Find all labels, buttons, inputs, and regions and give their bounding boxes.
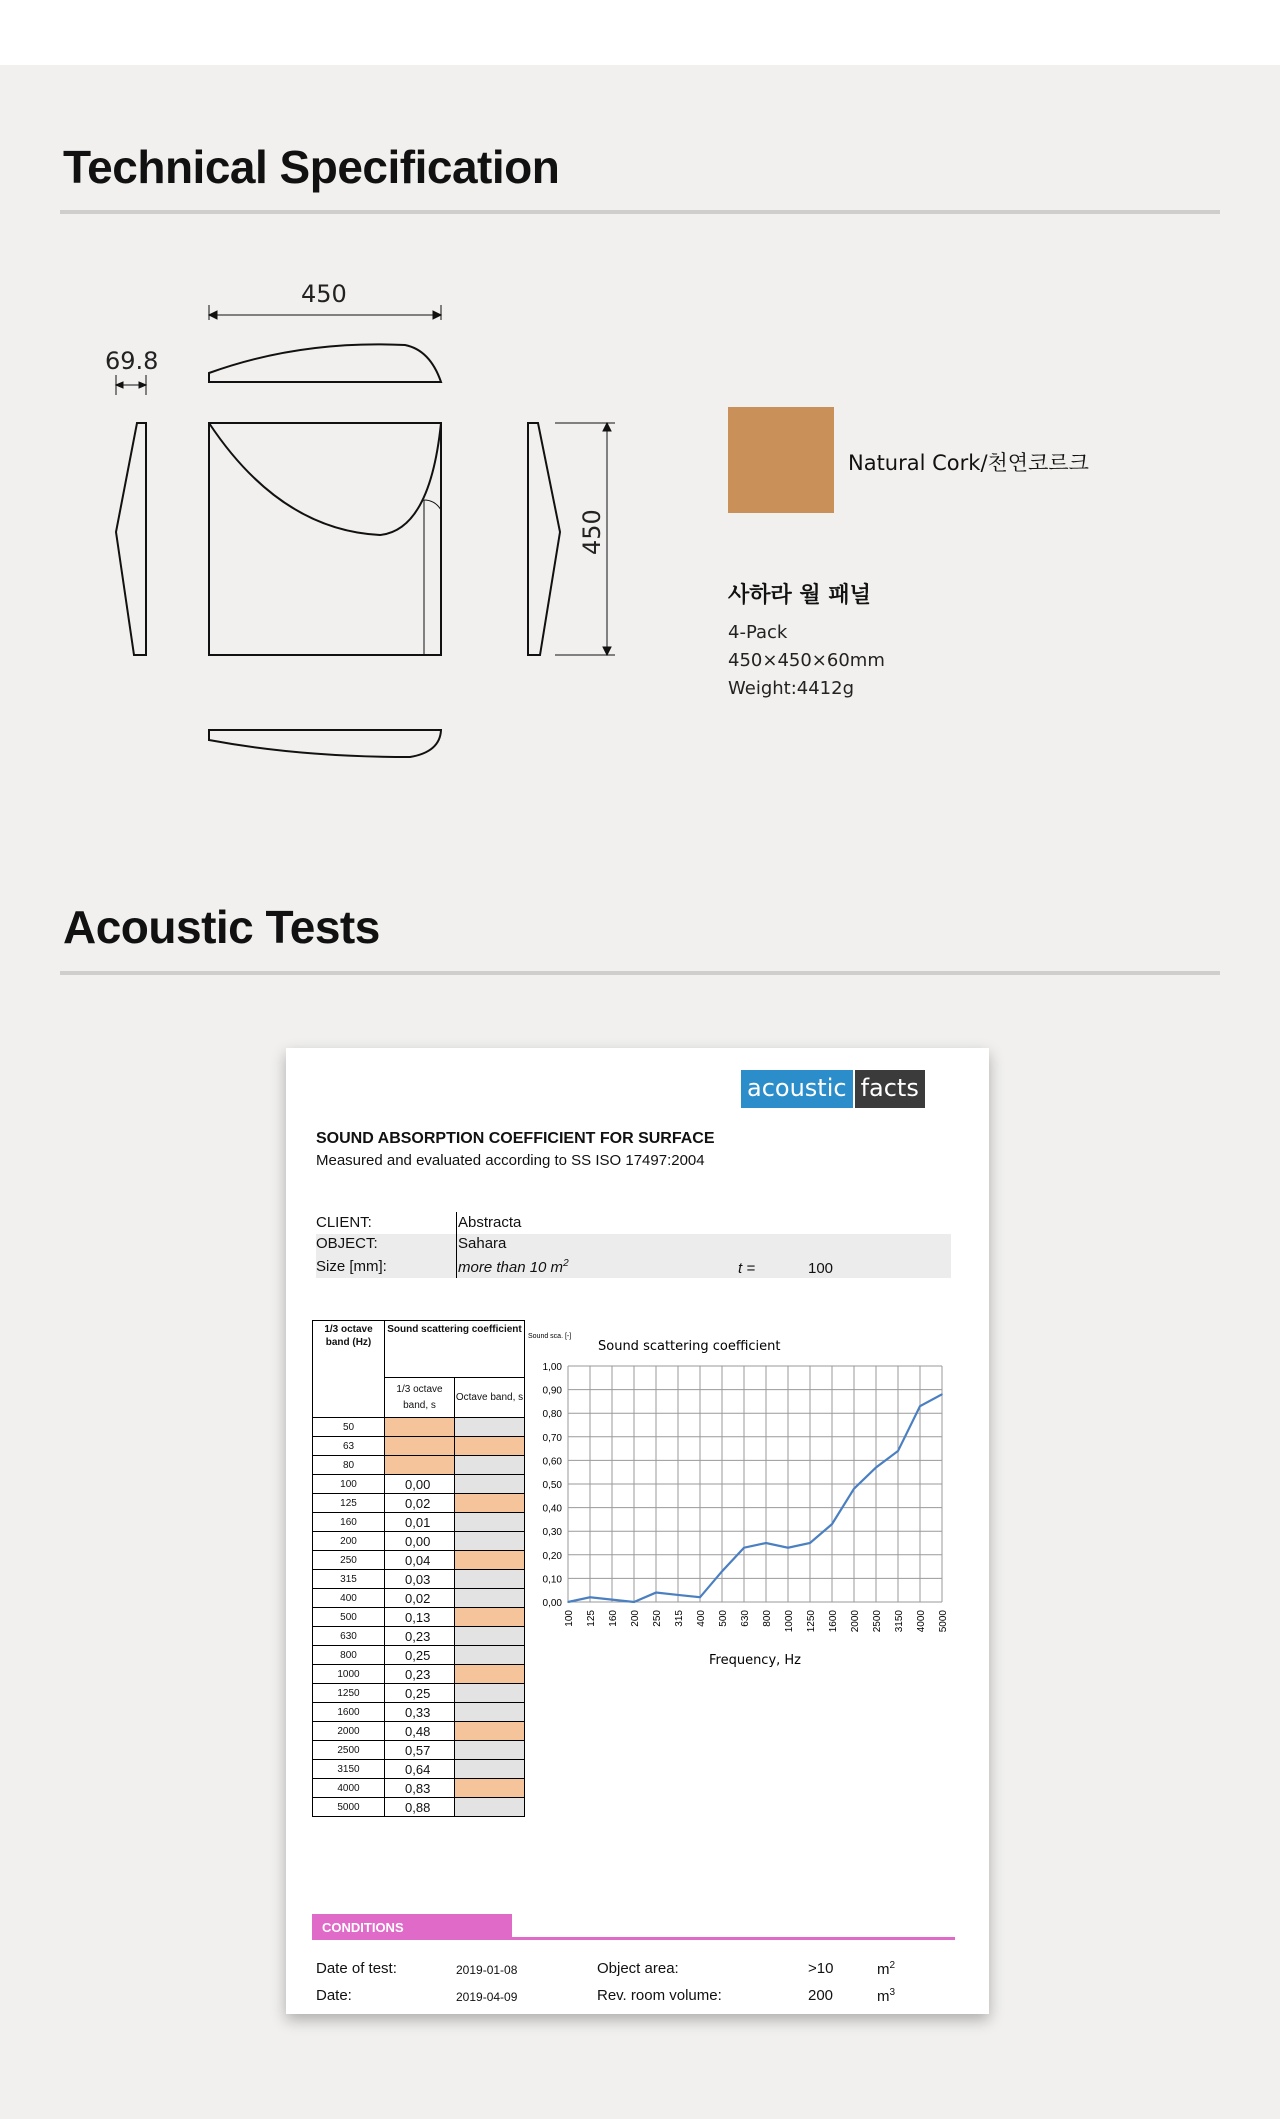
chart-point xyxy=(633,1601,635,1603)
chart-xtick-label: 4000 xyxy=(916,1610,927,1633)
chart-xtick-label: 100 xyxy=(564,1610,575,1627)
band-cell: 80 xyxy=(313,1456,385,1475)
logo-part-b: facts xyxy=(855,1070,925,1108)
band-cell: 100 xyxy=(313,1475,385,1494)
table-row xyxy=(313,1475,525,1494)
octave-cell xyxy=(455,1779,525,1798)
chart-ytick-label: 0,90 xyxy=(542,1385,562,1397)
chart-point xyxy=(611,1599,613,1601)
octave-cell xyxy=(455,1627,525,1646)
third-octave-cell: 0,02 xyxy=(385,1589,455,1608)
third-octave-cell: 0,25 xyxy=(385,1646,455,1665)
product-pack: 4-Pack xyxy=(728,622,788,643)
date-test-value: 2019-01-08 xyxy=(456,1963,518,1977)
chart-xtick-label: 400 xyxy=(696,1610,707,1627)
chart-xtick-label: 3150 xyxy=(894,1610,905,1633)
date-test-label: Date of test: xyxy=(316,1960,397,1977)
octave-cell xyxy=(455,1722,525,1741)
chart-xtick-label: 125 xyxy=(586,1610,597,1627)
room-value: 200 xyxy=(808,1987,834,2004)
third-octave-cell: 0,13 xyxy=(385,1608,455,1627)
table-row xyxy=(313,1608,525,1627)
band-cell: 1250 xyxy=(313,1684,385,1703)
table-row xyxy=(313,1437,525,1456)
report-subtitle: Measured and evaluated according to SS ISO 17497:2004 xyxy=(316,1152,705,1169)
octave-cell xyxy=(455,1456,525,1475)
table-head-third: 1/3 octave band, s xyxy=(385,1378,455,1418)
octave-cell xyxy=(455,1532,525,1551)
chart-point xyxy=(919,1405,921,1407)
band-cell: 125 xyxy=(313,1494,385,1513)
chart-xtick-label: 2000 xyxy=(850,1610,861,1633)
band-cell: 800 xyxy=(313,1646,385,1665)
third-octave-cell: 0,04 xyxy=(385,1551,455,1570)
table-row xyxy=(313,1646,525,1665)
table-row xyxy=(313,1741,525,1760)
table-row xyxy=(313,1513,525,1532)
dim-height: 450 xyxy=(578,509,606,555)
chart-xlabel: Frequency, Hz xyxy=(708,1653,802,1668)
third-octave-cell xyxy=(385,1456,455,1475)
table-row xyxy=(313,1589,525,1608)
chart-point xyxy=(743,1547,745,1549)
chart-xtick-label: 1000 xyxy=(784,1610,795,1633)
band-cell: 400 xyxy=(313,1589,385,1608)
chart-xtick-label: 200 xyxy=(630,1610,641,1627)
object-area-unit-text: m xyxy=(877,1961,890,1978)
client-value: Abstracta xyxy=(458,1214,522,1231)
table-row xyxy=(313,1722,525,1741)
band-cell: 1600 xyxy=(313,1703,385,1722)
octave-cell xyxy=(455,1475,525,1494)
octave-cell xyxy=(455,1703,525,1722)
third-octave-cell: 0,57 xyxy=(385,1741,455,1760)
conditions-line xyxy=(312,1937,955,1940)
chart-point xyxy=(765,1542,767,1544)
table-row xyxy=(313,1627,525,1646)
chart-point xyxy=(721,1571,723,1573)
room-unit-sup: 3 xyxy=(889,1987,896,1998)
chart-point xyxy=(941,1394,943,1396)
chart-ytick-label: 0,40 xyxy=(542,1503,562,1515)
table-row xyxy=(313,1798,525,1817)
t-value: 100 xyxy=(808,1260,834,1277)
room-unit-text: m xyxy=(877,1988,890,2005)
table-row xyxy=(313,1779,525,1798)
third-octave-cell: 0,23 xyxy=(385,1627,455,1646)
info-divider xyxy=(456,1212,457,1278)
table-row xyxy=(313,1760,525,1779)
band-cell: 630 xyxy=(313,1627,385,1646)
chart-xtick-label: 800 xyxy=(762,1610,773,1627)
band-cell: 315 xyxy=(313,1570,385,1589)
table-row xyxy=(313,1551,525,1570)
third-octave-cell: 0,00 xyxy=(385,1475,455,1494)
object-area-label: Object area: xyxy=(597,1960,679,1977)
product-name: 사하라 월 패널 xyxy=(728,583,871,608)
chart-point xyxy=(655,1592,657,1594)
band-cell: 5000 xyxy=(313,1798,385,1817)
band-cell: 63 xyxy=(313,1437,385,1456)
size-value-text: more than 10 m xyxy=(458,1259,564,1276)
third-octave-cell: 0,03 xyxy=(385,1570,455,1589)
chart-point xyxy=(699,1596,701,1598)
chart-ytick-label: 0,20 xyxy=(542,1550,562,1562)
band-cell: 160 xyxy=(313,1513,385,1532)
object-row-bg xyxy=(316,1234,951,1254)
octave-cell xyxy=(455,1437,525,1456)
third-octave-cell xyxy=(385,1437,455,1456)
chart-point xyxy=(809,1542,811,1544)
chart-ytick-label: 0,10 xyxy=(542,1574,562,1586)
octave-cell xyxy=(455,1646,525,1665)
chart-point xyxy=(875,1467,877,1469)
third-octave-cell: 0,02 xyxy=(385,1494,455,1513)
chart-xtick-label: 5000 xyxy=(938,1610,949,1633)
table-row xyxy=(313,1532,525,1551)
octave-cell xyxy=(455,1760,525,1779)
object-area-value: >10 xyxy=(808,1960,834,1977)
table-head-band: 1/3 octave band (Hz) xyxy=(313,1321,385,1418)
table-row xyxy=(313,1703,525,1722)
octave-cell xyxy=(455,1684,525,1703)
third-octave-cell: 0,01 xyxy=(385,1513,455,1532)
size-row-bg xyxy=(316,1254,951,1278)
table-head-oct: Octave band, s xyxy=(455,1378,525,1418)
report-title: SOUND ABSORPTION COEFFICIENT FOR SURFACE xyxy=(316,1130,715,1147)
product-size: 450×450×60mm xyxy=(728,650,885,671)
dim-width: 450 xyxy=(301,280,347,308)
chart-xtick-label: 500 xyxy=(718,1610,729,1627)
chart-point xyxy=(589,1596,591,1598)
conditions-bar: CONDITIONS xyxy=(312,1914,512,1940)
table-row xyxy=(313,1665,525,1684)
room-unit xyxy=(877,1987,895,2005)
band-cell: 200 xyxy=(313,1532,385,1551)
chart-ylabel: Sound sca. [-] xyxy=(528,1333,572,1340)
octave-cell xyxy=(455,1551,525,1570)
chart-xtick-label: 1250 xyxy=(806,1610,817,1633)
octave-cell xyxy=(455,1589,525,1608)
chart-ytick-label: 0,60 xyxy=(542,1456,562,1468)
octave-cell xyxy=(455,1570,525,1589)
client-label: CLIENT: xyxy=(316,1214,372,1231)
object-area-unit-sup: 2 xyxy=(889,1960,896,1971)
chart-ytick-label: 0,30 xyxy=(542,1527,562,1539)
third-octave-cell: 0,83 xyxy=(385,1779,455,1798)
chart-ytick-label: 0,00 xyxy=(542,1598,562,1609)
chart-ytick-label: 0,50 xyxy=(542,1480,562,1491)
spec-title: Technical Specification xyxy=(63,141,560,193)
chart-point xyxy=(897,1450,899,1452)
acoustic-divider xyxy=(60,971,1220,975)
chart-xtick-label: 2500 xyxy=(872,1610,883,1633)
room-label: Rev. room volume: xyxy=(597,1987,722,2004)
chart-xtick-label: 1600 xyxy=(828,1610,839,1633)
octave-cell xyxy=(455,1418,525,1437)
octave-cell xyxy=(455,1798,525,1817)
dim-depth: 69.8 xyxy=(105,347,159,375)
product-weight: Weight:4412g xyxy=(728,678,855,699)
third-octave-cell: 0,64 xyxy=(385,1760,455,1779)
chart-point xyxy=(677,1594,679,1596)
scattering-chart xyxy=(526,1328,986,1668)
band-cell: 2000 xyxy=(313,1722,385,1741)
test-report xyxy=(286,1048,989,2014)
table-head-coef: Sound scattering coefficient xyxy=(385,1321,525,1378)
size-label: Size [mm]: xyxy=(316,1258,387,1275)
chart-xtick-label: 160 xyxy=(608,1610,619,1627)
third-octave-cell: 0,48 xyxy=(385,1722,455,1741)
octave-cell xyxy=(455,1513,525,1532)
band-cell: 50 xyxy=(313,1418,385,1437)
object-value: Sahara xyxy=(458,1235,507,1252)
chart-point xyxy=(831,1523,833,1525)
date-label: Date: xyxy=(316,1987,352,2004)
logo-part-a: acoustic xyxy=(741,1070,853,1108)
octave-cell xyxy=(455,1608,525,1627)
band-cell: 2500 xyxy=(313,1741,385,1760)
date-value: 2019-04-09 xyxy=(456,1990,518,2004)
third-octave-cell: 0,23 xyxy=(385,1665,455,1684)
band-cell: 500 xyxy=(313,1608,385,1627)
chart-xtick-label: 250 xyxy=(652,1610,663,1627)
third-octave-cell: 0,00 xyxy=(385,1532,455,1551)
third-octave-cell: 0,88 xyxy=(385,1798,455,1817)
third-octave-cell xyxy=(385,1418,455,1437)
octave-cell xyxy=(455,1494,525,1513)
table-row xyxy=(313,1494,525,1513)
material-swatch xyxy=(728,407,834,513)
chart-point xyxy=(853,1488,855,1490)
chart-title: Sound scattering coefficient xyxy=(598,1339,781,1354)
acoustic-facts-logo xyxy=(741,1070,951,1108)
object-area-unit xyxy=(877,1960,895,1978)
band-cell: 4000 xyxy=(313,1779,385,1798)
octave-cell xyxy=(455,1741,525,1760)
chart-point xyxy=(787,1547,789,1549)
chart-series-line xyxy=(568,1394,942,1602)
chart-xtick-label: 630 xyxy=(740,1610,751,1627)
table-row xyxy=(313,1570,525,1589)
table-row xyxy=(313,1418,525,1437)
chart-xtick-label: 315 xyxy=(674,1610,685,1627)
band-cell: 250 xyxy=(313,1551,385,1570)
third-octave-cell: 0,25 xyxy=(385,1684,455,1703)
band-cell: 3150 xyxy=(313,1760,385,1779)
object-label: OBJECT: xyxy=(316,1235,378,1252)
chart-ytick-label: 0,80 xyxy=(542,1409,562,1421)
third-octave-cell: 0,33 xyxy=(385,1703,455,1722)
acoustic-title: Acoustic Tests xyxy=(63,901,380,953)
table-row xyxy=(313,1456,525,1475)
t-label: t = xyxy=(738,1260,756,1277)
table-row xyxy=(313,1684,525,1703)
panel-drawing xyxy=(0,0,720,780)
octave-cell xyxy=(455,1665,525,1684)
chart-ytick-label: 1,00 xyxy=(542,1362,562,1373)
chart-point xyxy=(567,1601,569,1603)
size-value-sup: 2 xyxy=(563,1258,569,1269)
material-label: Natural Cork/천연코르크 xyxy=(848,451,1089,475)
chart-ytick-label: 0,70 xyxy=(542,1432,562,1444)
scattering-table xyxy=(312,1320,525,1817)
size-value xyxy=(458,1258,569,1276)
band-cell: 1000 xyxy=(313,1665,385,1684)
